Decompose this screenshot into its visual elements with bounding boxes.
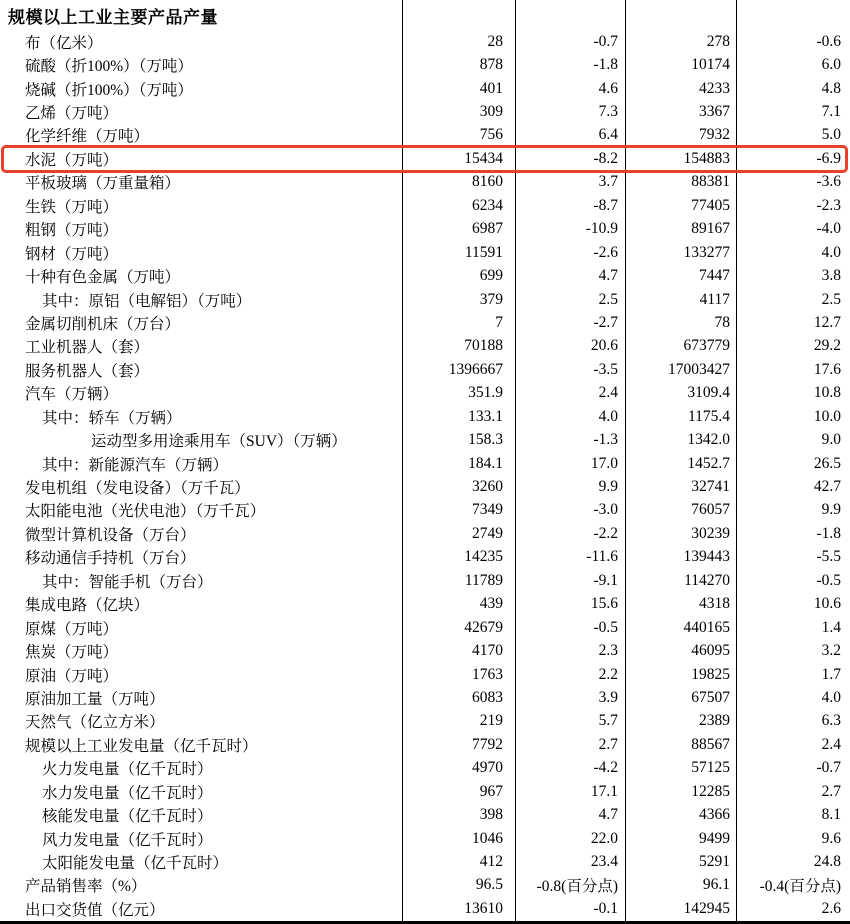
cumulative-growth: -4.0 (816, 220, 841, 238)
cumulative-value: 2389 (626, 710, 737, 733)
cumulative-growth: 26.5 (813, 454, 841, 472)
product-name: 生铁（万吨） (0, 194, 403, 217)
growth-rate: -11.6 (516, 546, 626, 569)
current-value: 4170 (403, 639, 516, 662)
product-name: 发电机组（发电设备）（万千瓦） (0, 475, 403, 498)
cumulative-value: 76057 (626, 499, 737, 522)
current-value: 756 (403, 124, 516, 147)
current-value: 96.5 (403, 874, 516, 897)
product-name: 太阳能电池（光伏电池）（万千瓦） (0, 499, 403, 522)
growth-rate: 17.0 (516, 452, 626, 475)
cumulative-value: 19825 (626, 663, 737, 686)
cumulative-value: 4117 (626, 288, 737, 311)
current-value: 699 (403, 264, 516, 287)
cumulative-value: 89167 (626, 218, 737, 241)
cumulative-growth: -5.5 (816, 548, 841, 566)
product-name: 平板玻璃（万重量箱） (0, 171, 403, 194)
table-row (0, 733, 850, 756)
growth-rate: -10.9 (516, 218, 626, 241)
cumulative-value: 9499 (626, 827, 737, 850)
growth-rate: 4.6 (516, 77, 626, 100)
current-value: 11591 (403, 241, 516, 264)
cumulative-growth: 4.8 (821, 79, 841, 97)
current-value: 3260 (403, 475, 516, 498)
table-row (0, 710, 850, 733)
product-name: 钢材（万吨） (0, 241, 403, 264)
product-name: 火力发电量（亿千瓦时） (0, 757, 403, 780)
table-row (0, 124, 850, 147)
current-value: 11789 (403, 569, 516, 592)
cumulative-growth: 2.7 (821, 782, 841, 800)
product-name: 其中：原铝（电解铝）（万吨） (0, 288, 403, 311)
current-value: 133.1 (403, 405, 516, 428)
growth-rate: -0.1 (516, 897, 626, 920)
cumulative-growth: -6.9 (816, 149, 841, 167)
growth-rate: -8.2 (516, 147, 626, 170)
cumulative-value: 7447 (626, 264, 737, 287)
table-row (0, 53, 850, 76)
table-row (0, 897, 850, 920)
table-row (0, 499, 850, 522)
cumulative-growth: -1.8 (816, 524, 841, 542)
growth-rate: -9.1 (516, 569, 626, 592)
growth-rate: 5.7 (516, 710, 626, 733)
table-row (0, 77, 850, 100)
table-row (0, 358, 850, 381)
table-row (0, 147, 850, 170)
cumulative-growth: 5.0 (821, 126, 841, 144)
cumulative-value: 278 (626, 30, 737, 53)
table-row (0, 546, 850, 569)
product-name: 汽车（万辆） (0, 382, 403, 405)
product-name: 水力发电量（亿千瓦时） (0, 780, 403, 803)
cumulative-growth: 1.7 (821, 665, 841, 683)
current-value: 70188 (403, 335, 516, 358)
product-name: 风力发电量（亿千瓦时） (0, 827, 403, 850)
product-name: 运动型多用途乘用车（SUV）（万辆） (0, 428, 403, 451)
current-value: 309 (403, 100, 516, 123)
cumulative-growth: 9.0 (821, 431, 841, 449)
growth-rate: 7.3 (516, 100, 626, 123)
product-name: 硫酸（折100%）（万吨） (0, 53, 403, 76)
table-row (0, 311, 850, 334)
growth-rate: -0.5 (516, 616, 626, 639)
cumulative-growth: 2.4 (821, 735, 841, 753)
growth-rate: 4.7 (516, 803, 626, 826)
table-header-row (0, 0, 850, 30)
table-row (0, 241, 850, 264)
cumulative-growth: -0.5 (816, 571, 841, 589)
table-row (0, 405, 850, 428)
cumulative-value: 440165 (626, 616, 737, 639)
table-row (0, 475, 850, 498)
cumulative-growth: 17.6 (813, 360, 841, 378)
cumulative-value: 7932 (626, 124, 737, 147)
growth-rate: 17.1 (516, 780, 626, 803)
growth-rate: -2.2 (516, 522, 626, 545)
cumulative-value: 139443 (626, 546, 737, 569)
cumulative-growth: 24.8 (813, 853, 841, 871)
cumulative-growth: 4.0 (821, 688, 841, 706)
cumulative-growth: 3.8 (821, 267, 841, 285)
product-name: 移动通信手持机（万台） (0, 546, 403, 569)
cumulative-value: 114270 (626, 569, 737, 592)
cumulative-growth: 42.7 (813, 478, 841, 496)
table-row (0, 30, 850, 53)
cumulative-growth: 3.2 (821, 642, 841, 660)
cumulative-value: 1175.4 (626, 405, 737, 428)
cumulative-value: 77405 (626, 194, 737, 217)
cumulative-growth: 1.4 (821, 618, 841, 636)
cumulative-value: 4366 (626, 803, 737, 826)
product-name: 微型计算机设备（万台） (0, 522, 403, 545)
cumulative-growth: 4.0 (821, 243, 841, 261)
product-name: 乙烯（万吨） (0, 100, 403, 123)
product-name: 其中：智能手机（万台） (0, 569, 403, 592)
growth-rate: 2.2 (516, 663, 626, 686)
cumulative-value: 10174 (626, 53, 737, 76)
growth-rate: 2.3 (516, 639, 626, 662)
table-title: 规模以上工业主要产品产量 (0, 0, 403, 30)
growth-rate: 9.9 (516, 475, 626, 498)
current-value: 6234 (403, 194, 516, 217)
current-value: 398 (403, 803, 516, 826)
current-value: 878 (403, 53, 516, 76)
table-row (0, 264, 850, 287)
table-row (0, 382, 850, 405)
current-value: 401 (403, 77, 516, 100)
current-value: 7792 (403, 733, 516, 756)
current-value: 28 (403, 30, 516, 53)
current-value: 7 (403, 311, 516, 334)
cumulative-growth: 10.8 (813, 384, 841, 402)
current-value: 351.9 (403, 382, 516, 405)
cumulative-growth: 10.0 (813, 407, 841, 425)
table-row (0, 827, 850, 850)
growth-rate: -1.3 (516, 428, 626, 451)
growth-rate: 3.9 (516, 686, 626, 709)
table-row (0, 616, 850, 639)
growth-rate: 6.4 (516, 124, 626, 147)
growth-rate: -2.7 (516, 311, 626, 334)
cumulative-value: 88381 (626, 171, 737, 194)
current-value: 6987 (403, 218, 516, 241)
growth-rate: 4.0 (516, 405, 626, 428)
current-value: 42679 (403, 616, 516, 639)
current-value: 8160 (403, 171, 516, 194)
product-name: 出口交货值（亿元） (0, 897, 403, 920)
cumulative-growth: 2.5 (821, 290, 841, 308)
growth-rate: 22.0 (516, 827, 626, 850)
table-row (0, 569, 850, 592)
current-value: 219 (403, 710, 516, 733)
product-name: 化学纤维（万吨） (0, 124, 403, 147)
cumulative-value: 5291 (626, 850, 737, 873)
product-name: 产品销售率（%） (0, 874, 403, 897)
cumulative-growth: -2.3 (816, 196, 841, 214)
cumulative-value: 57125 (626, 757, 737, 780)
cumulative-growth: 7.1 (821, 103, 841, 121)
current-value: 158.3 (403, 428, 516, 451)
table-row (0, 452, 850, 475)
cumulative-growth: 6.3 (821, 712, 841, 730)
product-name: 焦炭（万吨） (0, 639, 403, 662)
current-value: 15434 (403, 147, 516, 170)
cumulative-growth: 10.6 (813, 595, 841, 613)
header-cell-growth (516, 0, 626, 30)
growth-rate: -8.7 (516, 194, 626, 217)
current-value: 13610 (403, 897, 516, 920)
cumulative-value: 1452.7 (626, 452, 737, 475)
cumulative-growth: -0.6 (816, 32, 841, 50)
growth-rate: 20.6 (516, 335, 626, 358)
table-row (0, 780, 850, 803)
table-row (0, 850, 850, 873)
table-body (0, 30, 850, 921)
cumulative-value: 154883 (626, 147, 737, 170)
current-value: 2749 (403, 522, 516, 545)
product-name: 集成电路（亿块） (0, 593, 403, 616)
cumulative-value: 133277 (626, 241, 737, 264)
cumulative-growth: -0.7 (816, 759, 841, 777)
table-row (0, 593, 850, 616)
table-row (0, 288, 850, 311)
product-name: 烧碱（折100%）（万吨） (0, 77, 403, 100)
product-name: 工业机器人（套） (0, 335, 403, 358)
cumulative-value: 673779 (626, 335, 737, 358)
current-value: 412 (403, 850, 516, 873)
product-name: 天然气（亿立方米） (0, 710, 403, 733)
growth-rate: 2.7 (516, 733, 626, 756)
cumulative-growth: 9.6 (821, 829, 841, 847)
cumulative-value: 142945 (626, 897, 737, 920)
product-name: 服务机器人（套） (0, 358, 403, 381)
growth-rate: 23.4 (516, 850, 626, 873)
table-row (0, 803, 850, 826)
current-value: 7349 (403, 499, 516, 522)
product-name: 核能发电量（亿千瓦时） (0, 803, 403, 826)
table-row (0, 757, 850, 780)
header-cell-cumulative-value (626, 0, 737, 30)
table-row (0, 522, 850, 545)
cumulative-growth: -3.6 (816, 173, 841, 191)
growth-rate: -4.2 (516, 757, 626, 780)
product-name: 规模以上工业发电量（亿千瓦时） (0, 733, 403, 756)
table-row (0, 194, 850, 217)
growth-rate: -2.6 (516, 241, 626, 264)
cumulative-value: 67507 (626, 686, 737, 709)
product-name: 原煤（万吨） (0, 616, 403, 639)
current-value: 6083 (403, 686, 516, 709)
cumulative-value: 4318 (626, 593, 737, 616)
cumulative-value: 32741 (626, 475, 737, 498)
product-name: 太阳能发电量（亿千瓦时） (0, 850, 403, 873)
table-row (0, 335, 850, 358)
cumulative-value: 78 (626, 311, 737, 334)
table-row (0, 686, 850, 709)
cumulative-growth: 8.1 (821, 806, 841, 824)
product-name: 其中：新能源汽车（万辆） (0, 452, 403, 475)
cumulative-growth: 12.7 (813, 313, 841, 331)
cumulative-value: 46095 (626, 639, 737, 662)
growth-rate: 2.5 (516, 288, 626, 311)
cumulative-value: 3109.4 (626, 382, 737, 405)
header-cell-cumulative-growth (737, 0, 850, 30)
current-value: 4970 (403, 757, 516, 780)
growth-rate: 2.4 (516, 382, 626, 405)
growth-rate: 15.6 (516, 593, 626, 616)
cumulative-growth: 9.9 (821, 501, 841, 519)
growth-rate: 3.7 (516, 171, 626, 194)
current-value: 1396667 (403, 358, 516, 381)
cumulative-value: 30239 (626, 522, 737, 545)
cumulative-growth: -0.4(百分点) (759, 878, 841, 896)
product-name: 粗钢（万吨） (0, 218, 403, 241)
cumulative-value: 17003427 (626, 358, 737, 381)
growth-rate: -0.7 (516, 30, 626, 53)
cumulative-value: 96.1 (626, 874, 737, 897)
growth-rate: -0.8(百分点) (516, 874, 626, 897)
current-value: 379 (403, 288, 516, 311)
growth-rate: -3.5 (516, 358, 626, 381)
cumulative-value: 4233 (626, 77, 737, 100)
table-row (0, 428, 850, 451)
current-value: 14235 (403, 546, 516, 569)
table-row (0, 218, 850, 241)
table-row (0, 639, 850, 662)
header-cell-current-value (403, 0, 516, 30)
table-row (0, 100, 850, 123)
cumulative-value: 88567 (626, 733, 737, 756)
product-name: 水泥（万吨） (0, 147, 403, 170)
table-row (0, 663, 850, 686)
current-value: 1046 (403, 827, 516, 850)
current-value: 967 (403, 780, 516, 803)
current-value: 439 (403, 593, 516, 616)
table-row (0, 171, 850, 194)
growth-rate: -1.8 (516, 53, 626, 76)
cumulative-value: 12285 (626, 780, 737, 803)
product-name: 原油（万吨） (0, 663, 403, 686)
product-name: 布（亿米） (0, 30, 403, 53)
cumulative-growth: 29.2 (813, 337, 841, 355)
cumulative-growth: 6.0 (821, 56, 841, 74)
product-name: 金属切削机床（万台） (0, 311, 403, 334)
cumulative-value: 3367 (626, 100, 737, 123)
product-name: 原油加工量（万吨） (0, 686, 403, 709)
growth-rate: 4.7 (516, 264, 626, 287)
current-value: 184.1 (403, 452, 516, 475)
current-value: 1763 (403, 663, 516, 686)
cumulative-value: 1342.0 (626, 428, 737, 451)
product-name: 其中：轿车（万辆） (0, 405, 403, 428)
cumulative-growth: 2.6 (821, 899, 841, 917)
table-row (0, 874, 850, 897)
product-name: 十种有色金属（万吨） (0, 264, 403, 287)
growth-rate: -3.0 (516, 499, 626, 522)
